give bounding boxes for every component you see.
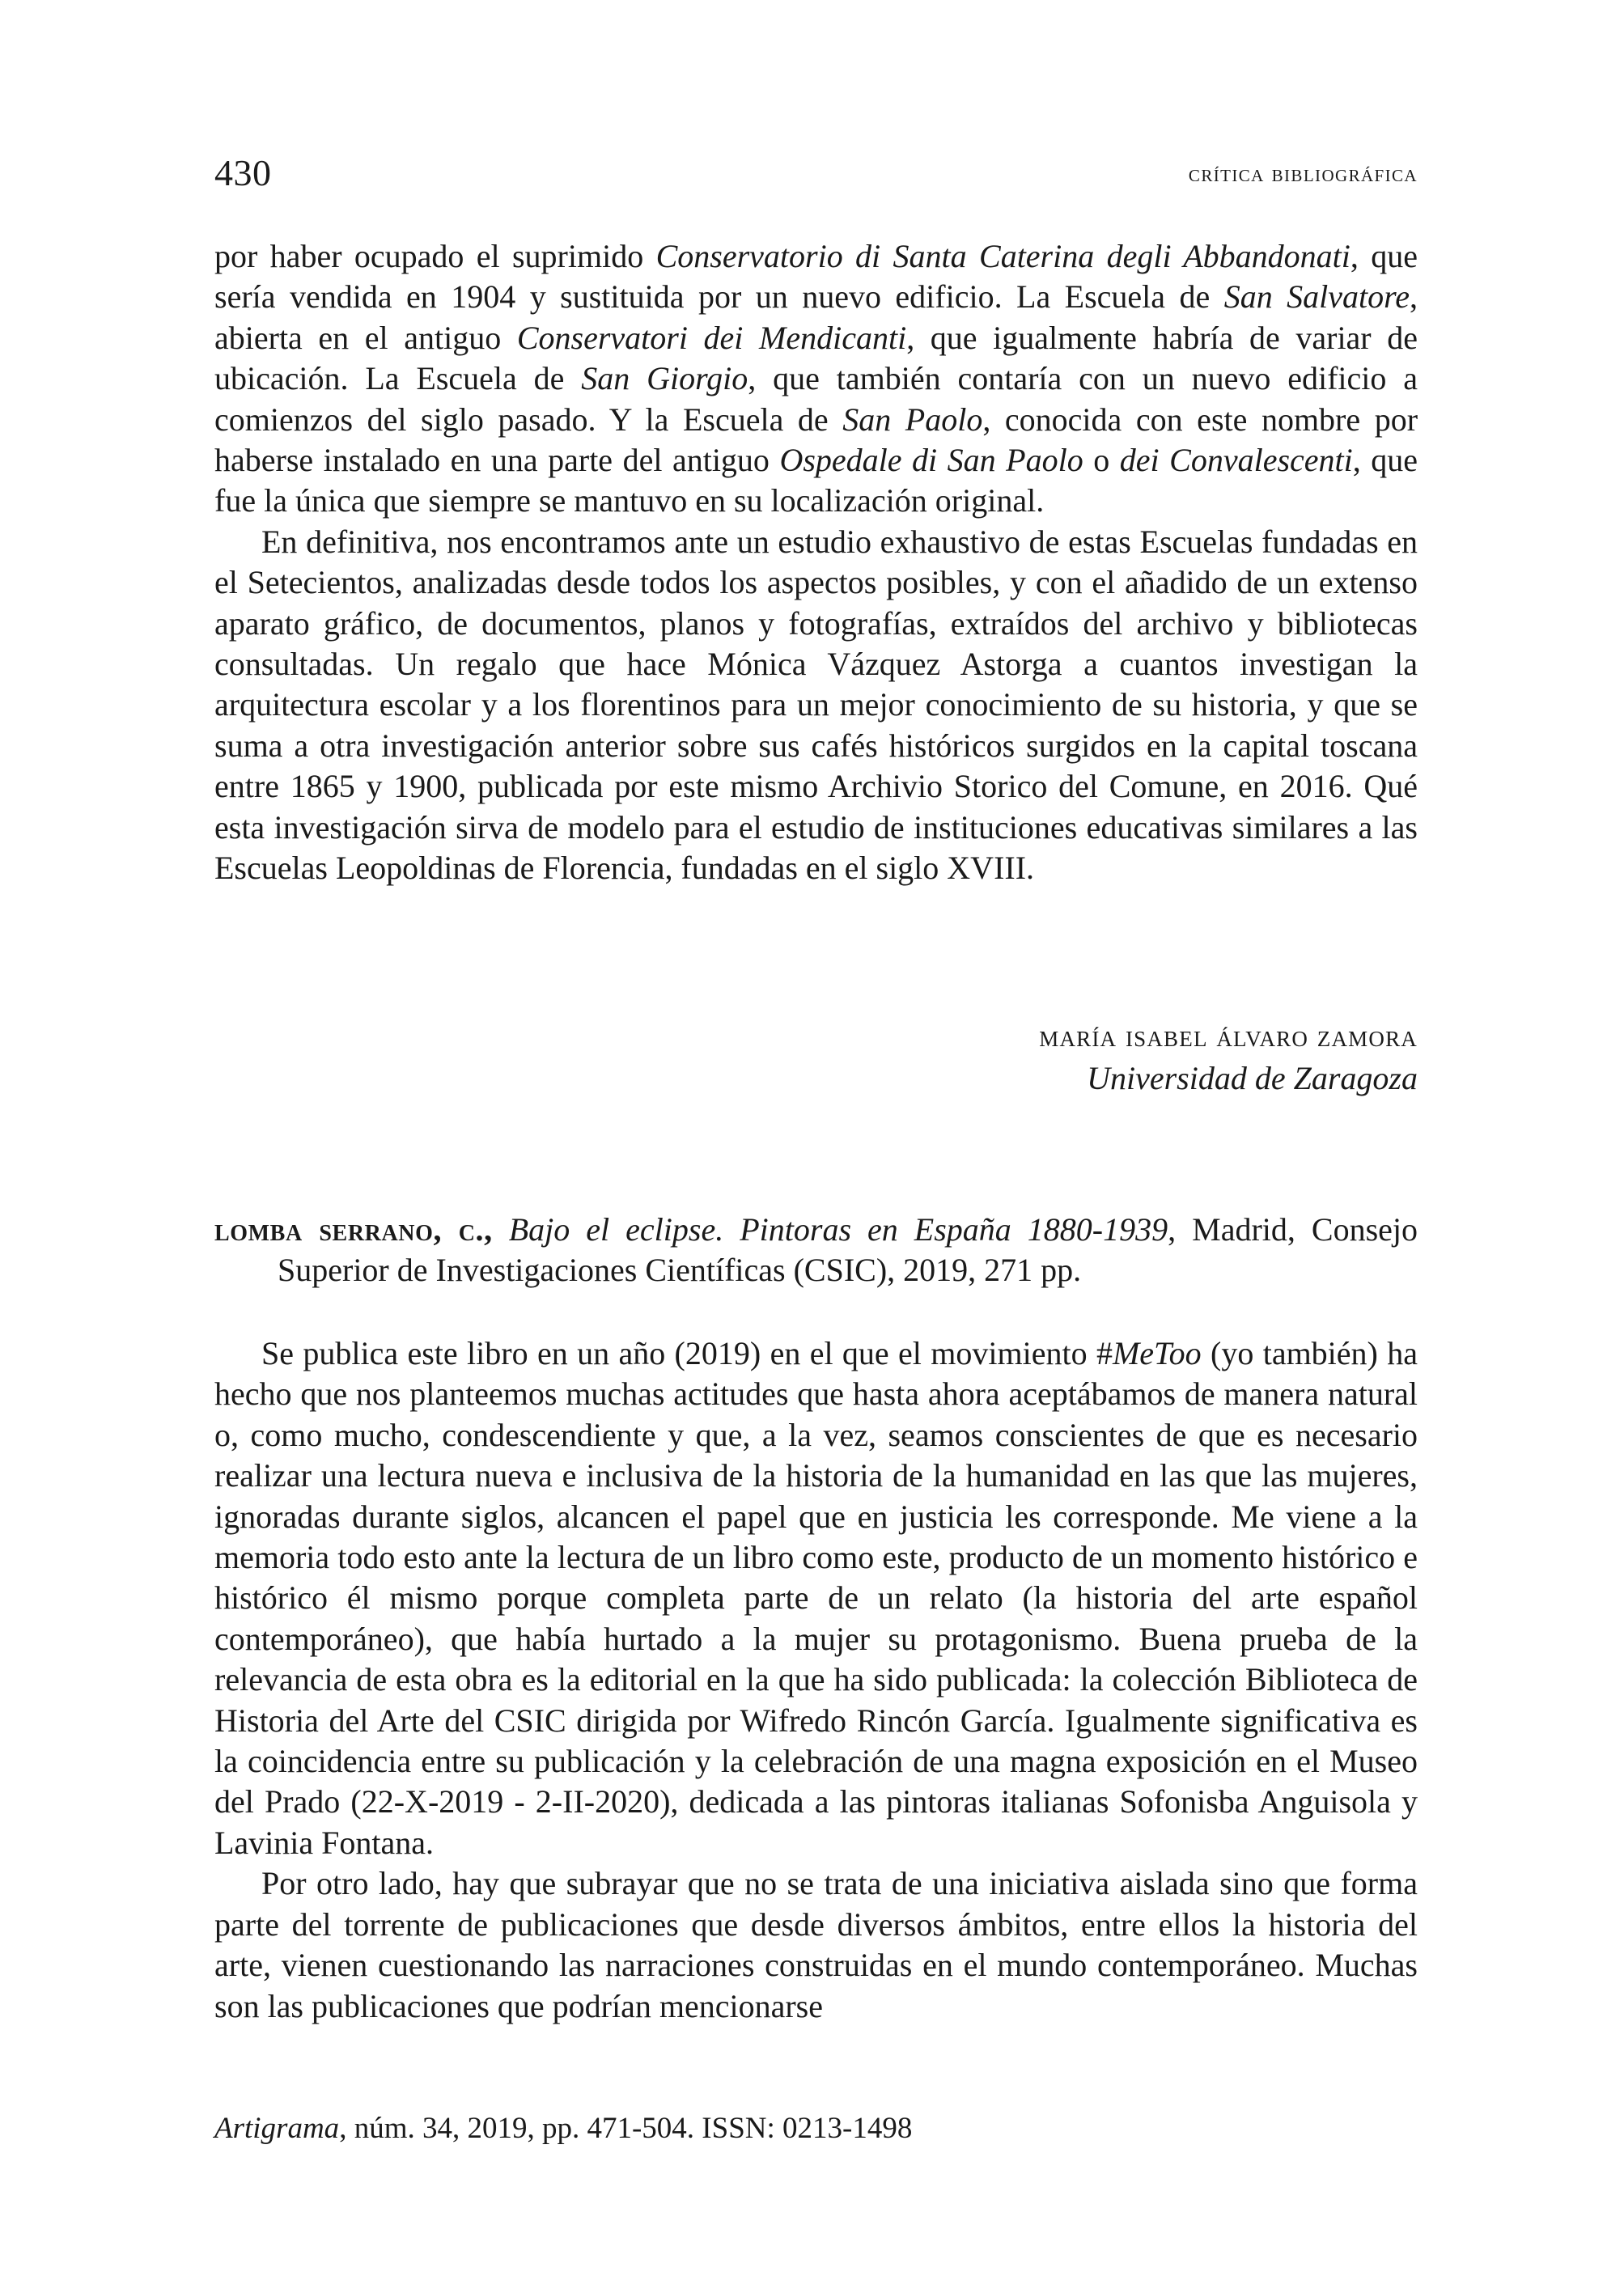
text-run: , que fue la única que siempre se mantuvo en su localización original. <box>214 442 1418 519</box>
italic-run: Ospedale di San Paolo <box>779 442 1083 479</box>
footer-issue-info: , núm. 34, 2019, pp. 471-504. ISSN: 0213-1498 <box>339 2112 913 2145</box>
paragraph <box>214 1863 1418 2027</box>
citation-author: lomba serrano, c., <box>214 1211 493 1248</box>
italic-run: Conservatori dei Mendicanti <box>516 319 907 356</box>
text-run: # <box>1096 1335 1113 1371</box>
text-run: (yo también) ha hecho que nos planteemos muchas actitudes que hasta ahora aceptábamos de manera natural o, como mucho, condescendiente y que, a la vez, seamos conscientes de que es necesario realizar una lectura nueva e inclusiva de la historia de la humanidad en las que las mujeres, ignoradas durante siglos, alcancen el papel que en justicia les corresponde. Me viene a la memoria todo esto ante la lectura de un libro como este, producto de un momento histórico e histórico él mismo porque completa parte de un relato (la historia del arte español contemporáneo), que había hurtado a la mujer su protagonismo. Buena prueba de la relevancia de esta obra es la editorial en la que ha sido publicada: la colección Biblioteca de Historia del Arte del CSIC dirigida por Wifredo Rincón García. Igualmente significativa es la coincidencia entre su publicación y la celebración de una magna exposición en el Museo del Prado (22-X-2019 - 2-II-2020), dedicada a las pintoras italianas Sofonisba Anguisola y Lavinia Fontana. <box>214 1335 1418 1861</box>
page-number: 430 <box>214 152 272 193</box>
review-one-signature <box>214 1015 1418 1100</box>
book-citation-heading <box>214 1210 1418 1291</box>
italic-run: dei Convalescenti <box>1119 442 1353 479</box>
running-head <box>214 150 1418 198</box>
text-run: En definitiva, nos encontramos ante un estudio exhaustivo de estas Escuelas fundadas en el Setecientos, analizadas desde todos los aspectos posibles, y con el añadido de un extenso aparato gráfico, de documentos, planos y fotografías, extraídos del archivo y bibliotecas consultadas. Un regalo que hace Mónica Vázquez Astorga a cuantos investigan la arquitectura escolar y a los florentinos para un mejor conocimiento de su historia, y que se suma a otra investigación anterior sobre sus cafés históricos surgidos en la capital toscana entre 1865 y 1900, publicada por este mismo Archivio Storico del Comune, en 2016. Qué esta investigación sirva de modelo para el estudio de instituciones educativas similares a las Escuelas Leopoldinas de Florencia, fundadas en el siglo XVIII. <box>214 523 1418 887</box>
signature-author: maría isabel álvaro zamora <box>1039 1019 1418 1053</box>
text-run: por haber ocupado el suprimido <box>214 238 656 274</box>
text-run: o <box>1083 442 1120 479</box>
page-footer <box>214 2109 1418 2148</box>
signature-affiliation: Universidad de Zaragoza <box>1087 1060 1418 1096</box>
page-content <box>214 0 1418 2293</box>
review-two-body <box>214 1333 1418 2027</box>
paragraph <box>214 1333 1418 1863</box>
text-run: Por otro lado, hay que subrayar que no se trata de una iniciativa aislada sino que forma parte del torrente de publicaciones que desde diversos ámbitos, entre ellos la historia del arte, vienen cuestionando las narraciones construidas en el mundo contemporáneo. Muchas son las publicaciones que podrían mencionarse <box>214 1865 1418 2024</box>
italic-run: San Giorgio <box>581 360 748 397</box>
italic-run: Conservatorio di Santa Caterina degli Abbandonati <box>655 238 1351 274</box>
citation-title: Bajo el eclipse. Pintoras en España 1880-1939 <box>492 1211 1168 1248</box>
paragraph <box>214 236 1418 522</box>
citation-imprint: , Madrid, Consejo Superior de Investigaciones Científicas (CSIC), 2019, 271 pp. <box>278 1211 1418 1289</box>
running-head-title: crítica bibliográfica <box>1188 160 1418 187</box>
text-run: , conocida con este nombre por haberse instalado en una parte del antiguo <box>214 401 1418 479</box>
italic-run: MeToo <box>1112 1335 1202 1371</box>
paragraph <box>214 522 1418 889</box>
text-run: , que igualmente habría de variar de ubicación. La Escuela de <box>214 319 1418 397</box>
italic-run: San Salvatore <box>1223 278 1410 316</box>
review-one-body <box>214 236 1418 889</box>
italic-run: San Paolo <box>842 401 983 438</box>
text-run: , abierta en el antiguo <box>214 278 1418 356</box>
text-run: , que también contaría con un nuevo edificio a comienzos del siglo pasado. Y la Escuela de <box>214 360 1418 438</box>
text-run: Se publica este libro en un año (2019) en el que el movimiento <box>261 1335 1096 1371</box>
footer-journal-title: Artigrama <box>214 2112 340 2145</box>
text-run: , que sería vendida en 1904 y sustituida por un nuevo edificio. La Escuela de <box>214 238 1418 316</box>
